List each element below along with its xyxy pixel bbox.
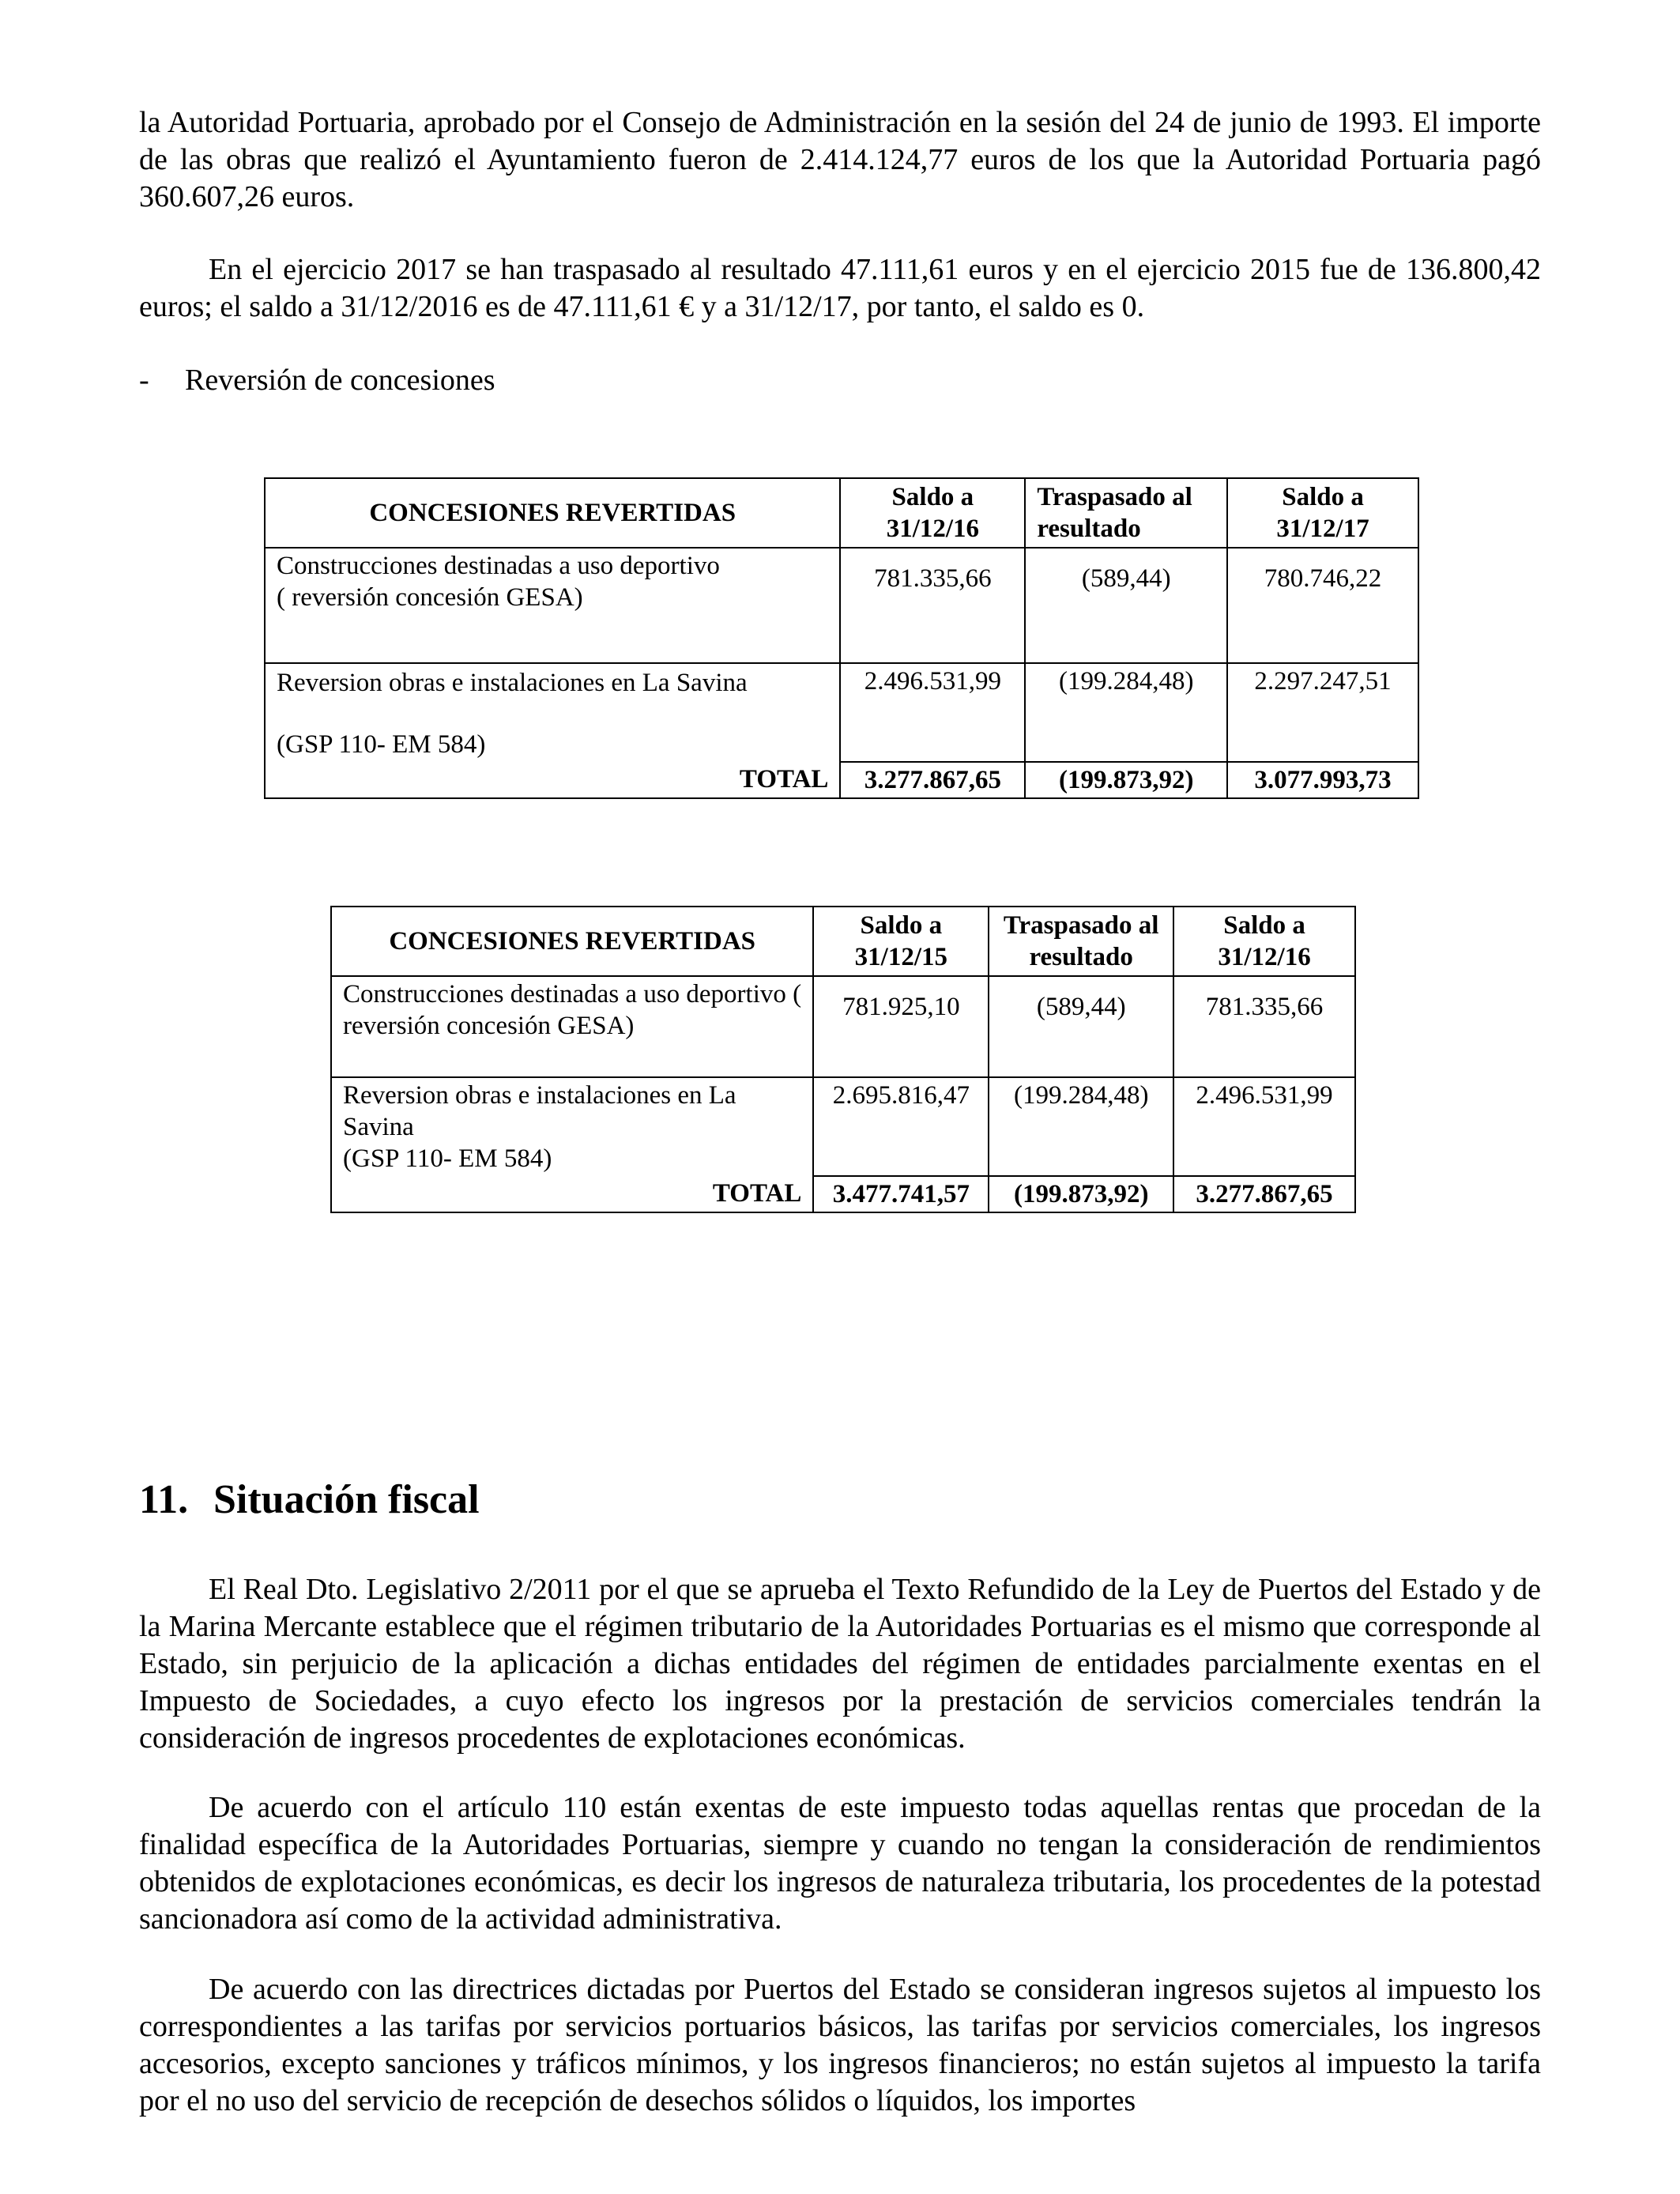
total-label: TOTAL — [331, 1176, 813, 1212]
value-cell: 2.496.531,99 — [840, 663, 1025, 762]
concept-line: Construcciones destinadas a uso deportivo ( reversión concesión GESA) — [343, 980, 802, 1040]
table-row — [331, 976, 1355, 1077]
concesiones-table-2017 — [264, 477, 1419, 799]
header-concept: CONCESIONES REVERTIDAS — [265, 478, 840, 548]
table-row — [331, 1077, 1355, 1176]
bullet-text: Reversión de concesiones — [185, 364, 495, 397]
bullet-reversion-concesiones — [139, 362, 495, 399]
total-value: 3.277.867,65 — [840, 762, 1025, 798]
concept-line: ( reversión concesión GESA) — [277, 583, 583, 612]
value-cell: (199.284,48) — [989, 1077, 1173, 1176]
header-saldo-inicial: Saldo a 31/12/16 — [840, 478, 1025, 548]
total-label: TOTAL — [265, 762, 840, 798]
header-traspasado: Traspasado al resultado — [1025, 478, 1227, 548]
value-cell: 780.746,22 — [1227, 548, 1418, 663]
value-cell: 781.925,10 — [813, 976, 989, 1077]
table-header-row — [331, 907, 1355, 976]
total-value: 3.077.993,73 — [1227, 762, 1418, 798]
value-cell: 2.695.816,47 — [813, 1077, 989, 1176]
concept-line: Reversion obras e instalaciones en La Savina — [343, 1081, 736, 1141]
concept-cell — [265, 663, 840, 762]
concept-line: Construcciones destinadas a uso deportivo — [277, 552, 720, 580]
value-cell: 2.297.247,51 — [1227, 663, 1418, 762]
section-paragraph-1: El Real Dto. Legislativo 2/2011 por el que se aprueba el Texto Refundido de la Ley de Puertos del Estado y de la Marina Mercante establece que el régimen tributario de la Autoridades Portuarias es el mismo que corresponde al Estado, sin perjuicio de la aplicación a dichas entidades del régimen de entidades parcialmente exentas en el Impuesto de Sociedades, a cuyo efecto los ingresos por la prestación de servicios comerciales tendrán la consideración de ingresos procedentes de explotaciones económicas. — [139, 1573, 1541, 1755]
header-saldo-final: Saldo a 31/12/16 — [1173, 907, 1355, 976]
value-cell: 781.335,66 — [840, 548, 1025, 663]
header-concept: CONCESIONES REVERTIDAS — [331, 907, 813, 976]
total-value: (199.873,92) — [989, 1176, 1173, 1212]
value-cell: (199.284,48) — [1025, 663, 1227, 762]
concept-cell — [331, 1077, 813, 1176]
section-title: Situación fiscal — [213, 1477, 480, 1522]
value-cell: (589,44) — [989, 976, 1173, 1077]
table-header-row — [265, 478, 1418, 548]
bullet-dash: - — [139, 364, 149, 397]
table-row — [265, 548, 1418, 663]
section-number: 11. — [139, 1477, 189, 1522]
section-paragraph-2: De acuerdo con el artículo 110 están exentas de este impuesto todas aquellas rentas que procedan de la finalidad específica de la Autoridades Portuarias, siempre y cuando no tengan la consideración de rendimientos obtenidos de explotaciones económicas, es decir los ingresos de naturaleza tributaria, los procedentes de la potestad sancionadora así como de la actividad administrativa. — [139, 1791, 1541, 1936]
intro-paragraph-1: la Autoridad Portuaria, aprobado por el Consejo de Administración en la sesión del 24 de junio de 1993. El importe de las obras que realizó el Ayuntamiento fueron de 2.414.124,77 euros de los que la Autoridad Portuaria pagó 360.607,26 euros. — [139, 106, 1541, 213]
header-saldo-inicial: Saldo a 31/12/15 — [813, 907, 989, 976]
header-traspasado: Traspasado al resultado — [989, 907, 1173, 976]
concept-line: Reversion obras e instalaciones en La Savina — [277, 669, 748, 697]
intro-paragraph-2: En el ejercicio 2017 se han traspasado al resultado 47.111,61 euros y en el ejercicio 2015 fue de 136.800,42 euros; el saldo a 31/12/2016 es de 47.111,61 € y a 31/12/17, por tanto, el saldo es 0. — [139, 253, 1541, 323]
table-row — [265, 663, 1418, 762]
value-cell: 781.335,66 — [1173, 976, 1355, 1077]
section-heading — [139, 1475, 480, 1525]
value-cell: 2.496.531,99 — [1173, 1077, 1355, 1176]
header-saldo-final: Saldo a 31/12/17 — [1227, 478, 1418, 548]
concept-cell — [331, 976, 813, 1077]
total-value: 3.277.867,65 — [1173, 1176, 1355, 1212]
section-paragraph-3: De acuerdo con las directrices dictadas por Puertos del Estado se consideran ingresos sujetos al impuesto los correspondientes a las tarifas por servicios portuarios básicos, las tarifas por servicios comerciales, los ingresos accesorios, excepto sanciones y tráficos mínimos, y los ingresos financieros; no están sujetos al impuesto la tarifa por el no uso del servicio de recepción de desechos sólidos o líquidos, los importes — [139, 1973, 1541, 2117]
table-total-row — [265, 762, 1418, 798]
concept-cell — [265, 548, 840, 663]
value-cell: (589,44) — [1025, 548, 1227, 663]
concept-line: (GSP 110- EM 584) — [343, 1144, 552, 1173]
total-value: 3.477.741,57 — [813, 1176, 989, 1212]
concesiones-table-2016 — [330, 906, 1356, 1213]
concept-line: (GSP 110- EM 584) — [277, 730, 486, 759]
total-value: (199.873,92) — [1025, 762, 1227, 798]
table-total-row — [331, 1176, 1355, 1212]
